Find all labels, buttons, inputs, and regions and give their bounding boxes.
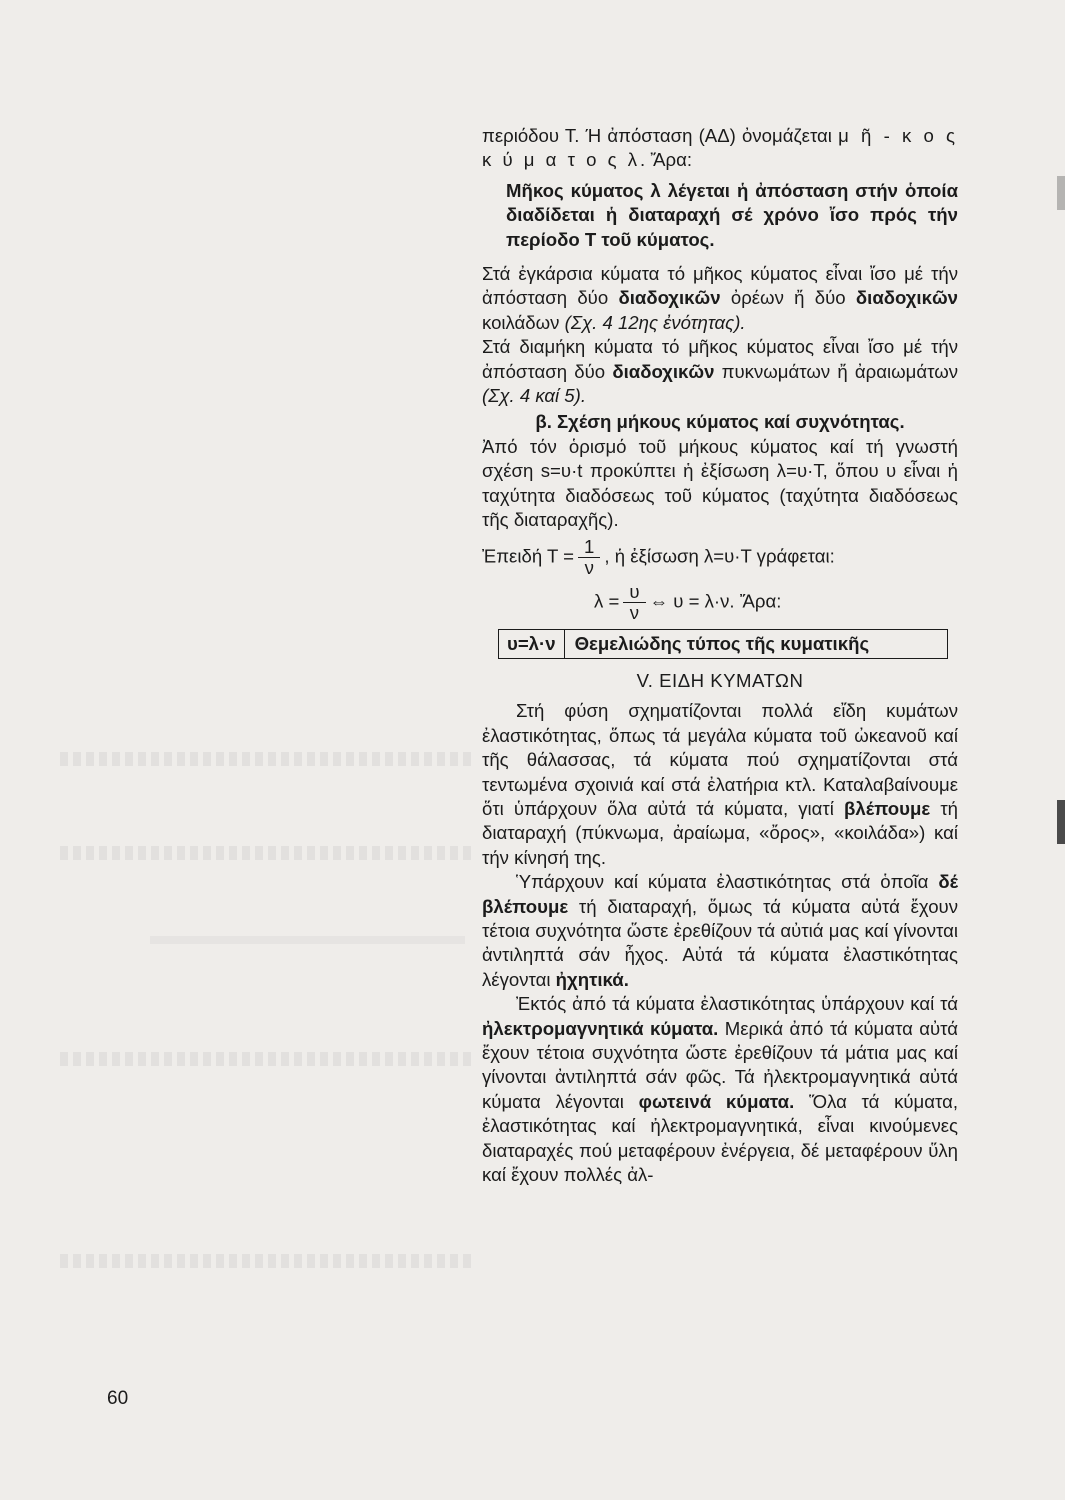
paragraph-wave-types: Στή φύση σχηματίζονται πολλά εἴδη κυμάτων ἐλαστικότητας, ὅπως τά μεγάλα κύματα τοῦ ὠκεανοῦ καί τῆς θάλασσας, τά κύματα πού σχηματίζονται στά τεντωμένα σχοινιά καί στά ἐλατήρια κτλ. Καταλαβαίνουμε ὅτι ὑπάρχουν ὅλα αὐτά τά κύματα, γιατί βλέπουμε τή διαταραχή (πύκνωμα, ἀραίωμα, «ὄρος», «κοιλάδα») καί τήν κίνησή της. [482, 700, 959, 868]
subheading-relation: β. Σχέση μήκους κύματος καί συχνότητας. [535, 411, 905, 433]
equation-period: Ἐπειδή Τ = $\frac{1}{\nu}$ , ἡ ἐξίσωση λ=υ·Τ γράφεται: [482, 535, 835, 578]
paragraph-intro: περιόδου Τ. Ή ἀπόσταση (ΑΔ) ὀνομάζεται μ ῆ - κ ο ς κ ύ μ α τ ο ς λ. Ἄρα: [482, 125, 958, 171]
paragraph-sound: Ὑπάρχουν καί κύματα ἐλαστικότητας στά ὁποῖα δέ βλέπουμε τή διαταραχή, ὅμως τά κύματα αὐτά ἔχουν τέτοια συχνότητα ὥστε ἐρεθίζουν τά αὐτιά μας καί γίνονται ἀντιληπτά σάν ἦχος. Αὐτά τά κύματα ἐλαστικότητας λέγονται ἠχητικά. [482, 871, 958, 990]
bleed-through-strip [60, 1254, 475, 1268]
paragraph-electromagnetic: Ἐκτός ἀπό τά κύματα ἐλαστικότητας ὑπάρχουν καί τά ἠλεκτρομαγνητικά κύματα. Μερικά ἀπό τά κύματα αὐτά ἔχουν τέτοια συχνότητα ὥστε ἐρεθίζουν τά μάτια μας καί γίνονται ἀντιληπτά σάν φῶς. Τά ἠλεκτρομαγνητικά αὐτά κύματα λέγονται φωτεινά κύματα. Ὅλα τά κύματα, ἐλαστικότητας καί ἠλεκτρομαγνητικά, εἶναι κινούμενες διαταραχές πού μεταφέρουν ἐνέργεια, δέ μεταφέρουν ὕλη καί ἔχουν πολλές ἀλ- [482, 993, 958, 1186]
bleed-through-strip [60, 846, 475, 860]
page-edge-mark [1057, 176, 1065, 210]
formula-label: Θεμελιώδης τύπος τῆς κυματικῆς [574, 632, 870, 654]
fraction: $\frac{\upsilon}{\nu}$ [623, 582, 645, 623]
definition-wavelength: Μῆκος κύματος λ λέγεται ἡ ἀπόσταση στήν ὁποία διαδίδεται ἡ διαταραχή σέ χρόνο ἴσο πρός τήν περίοδο Τ τοῦ κύματος. [506, 179, 958, 250]
paragraph-transverse: Στά ἐγκάρσια κύματα τό μῆκος κύματος εἶναι ἴσο μέ τήν ἀπόσταση δύο διαδοχικῶν ὀρέων ἤ δύο διαδοχικῶν κοιλάδων (Σχ. 4 12ης ἐνότητας). [482, 263, 959, 333]
bleed-through-strip [150, 936, 465, 944]
bleed-through-strip [60, 1052, 475, 1066]
page-number: 60 [107, 1388, 129, 1409]
term-wavelength: μ ῆ - κ ο ς κ ύ μ α τ ο ς λ [482, 125, 958, 171]
paragraph-relation: Ἀπό τόν ὁρισμό τοῦ μήκους κύματος καί τή γνωστή σχέση s=υ·t προκύπτει ἡ ἐξίσωση λ=υ·Τ, ὅπου υ εἶναι ἡ ταχύτητα διαδόσεως τοῦ κύματος (ταχύτητα διαδόσεως τῆς διαταραχῆς). [482, 435, 958, 531]
fraction: $\frac{1}{\nu}$ [578, 537, 600, 578]
formula: υ=λ·ν [499, 630, 565, 658]
text-column [482, 124, 958, 1187]
bleed-through-strip [60, 752, 475, 766]
page-edge-mark [1057, 800, 1065, 844]
equation-wavelength: λ = $\frac{\upsilon}{\nu}$ ⇔ υ = λ·ν. Ἄρα: [594, 580, 782, 623]
paragraph-longitudinal: Στά διαμήκη κύματα τό μῆκος κύματος εἶναι ἴσο μέ τήν ἀπόσταση δύο διαδοχικῶν πυκνωμάτων ἤ ἀραιωμάτων (Σχ. 4 καί 5). [482, 336, 959, 407]
section-title: V. ΕΙΔΗ ΚΥΜΑΤΩΝ [636, 669, 804, 691]
fundamental-formula-box [498, 629, 948, 659]
